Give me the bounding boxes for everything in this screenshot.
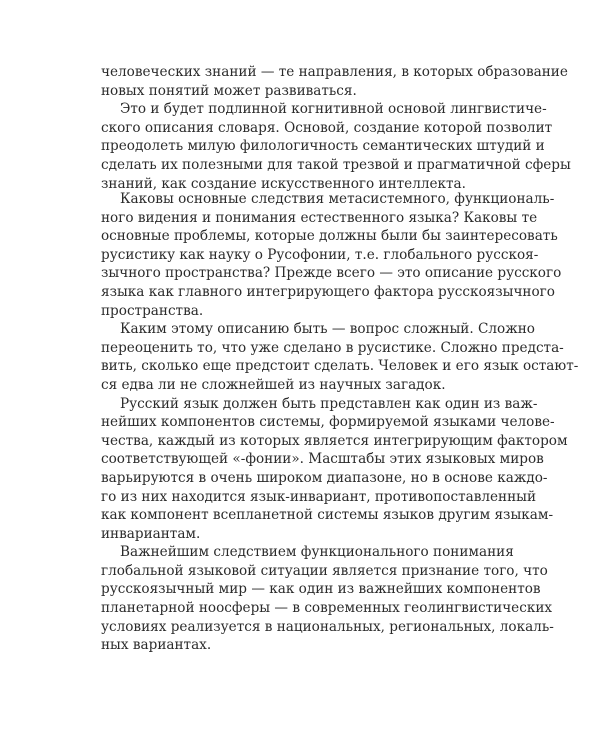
text-line: пространства.	[101, 302, 204, 319]
text-line: нейших компонентов системы, формируемой языками челове-	[101, 414, 555, 431]
text-line: вить, сколько еще предстоит сделать. Человек и его язык остают-	[101, 358, 579, 375]
text-line: зычного пространства? Прежде всего — это описание русского	[101, 265, 562, 282]
text-line: глобальной языковой ситуации является признание того, что	[101, 562, 548, 579]
text-line: ся едва ли не сложнейшей из научных загадок.	[101, 376, 446, 393]
paragraph	[101, 543, 554, 655]
text-line: Важнейшим следствием функционального понимания	[120, 544, 514, 561]
text-line: условиях реализуется в национальных, региональных, локаль-	[101, 618, 554, 635]
text-block-top	[101, 63, 571, 193]
text-line: языка как главного интегрирующего фактора русскоязычного	[101, 283, 555, 300]
paragraph	[101, 100, 571, 193]
text-line: ных вариантах.	[101, 637, 212, 654]
text-line: ного видения и понимания естественного языка? Каковы те	[101, 209, 538, 226]
text-line: Это и будет подлинной когнитивной основой лингвистиче-	[120, 101, 547, 118]
text-line: основные проблемы, которые должны были бы заинтересовать	[101, 228, 558, 245]
text-line: переоценить то, что уже сделано в русистике. Сложно предста-	[101, 339, 564, 356]
text-line: новых понятий может развиваться.	[101, 82, 357, 99]
text-line: преодолеть милую филологичность семантических штудий и	[101, 138, 545, 155]
paragraph	[101, 63, 568, 100]
text-line: инвариантам.	[101, 525, 201, 542]
paragraph	[101, 190, 562, 320]
paragraph	[101, 395, 568, 544]
text-line: человеческих знаний — те направления, в которых образование	[101, 64, 568, 80]
text-line: Русский язык должен быть представлен как один из важ-	[120, 395, 538, 412]
text-line: ского описания словаря. Основой, создание которой позволит	[101, 119, 553, 136]
text-line: го из них находится язык-инвариант, противопоставленный	[101, 488, 537, 505]
text-line: как компонент всепланетной системы языков другим языкам-	[101, 507, 554, 524]
text-line: планетарной ноосферы — в современных геолингвистических	[101, 600, 553, 617]
text-line: сделать их полезными для такой трезвой и прагматичной сферы	[101, 156, 571, 173]
text-block-main	[101, 190, 579, 655]
text-line: Каким этому описанию быть — вопрос сложный. Сложно	[120, 321, 535, 338]
text-line: Каковы основные следствия метасистемного, функциональ-	[120, 191, 555, 207]
text-line: чества, каждый из которых является интегрирующим фактором	[101, 432, 568, 449]
text-line: русистику как науку о Русофонии, т.е. глобального русскоя-	[101, 246, 539, 263]
text-line: знаний, как создание искусственного интеллекта.	[101, 175, 466, 192]
text-line: русскоязычный мир — как один из важнейших компонентов	[101, 581, 541, 598]
text-line: варьируются в очень широком диапазоне, но в основе каждо-	[101, 469, 548, 486]
paragraph	[101, 320, 579, 394]
text-line: соответствующей «-фонии». Масштабы этих языковых миров	[101, 451, 544, 468]
